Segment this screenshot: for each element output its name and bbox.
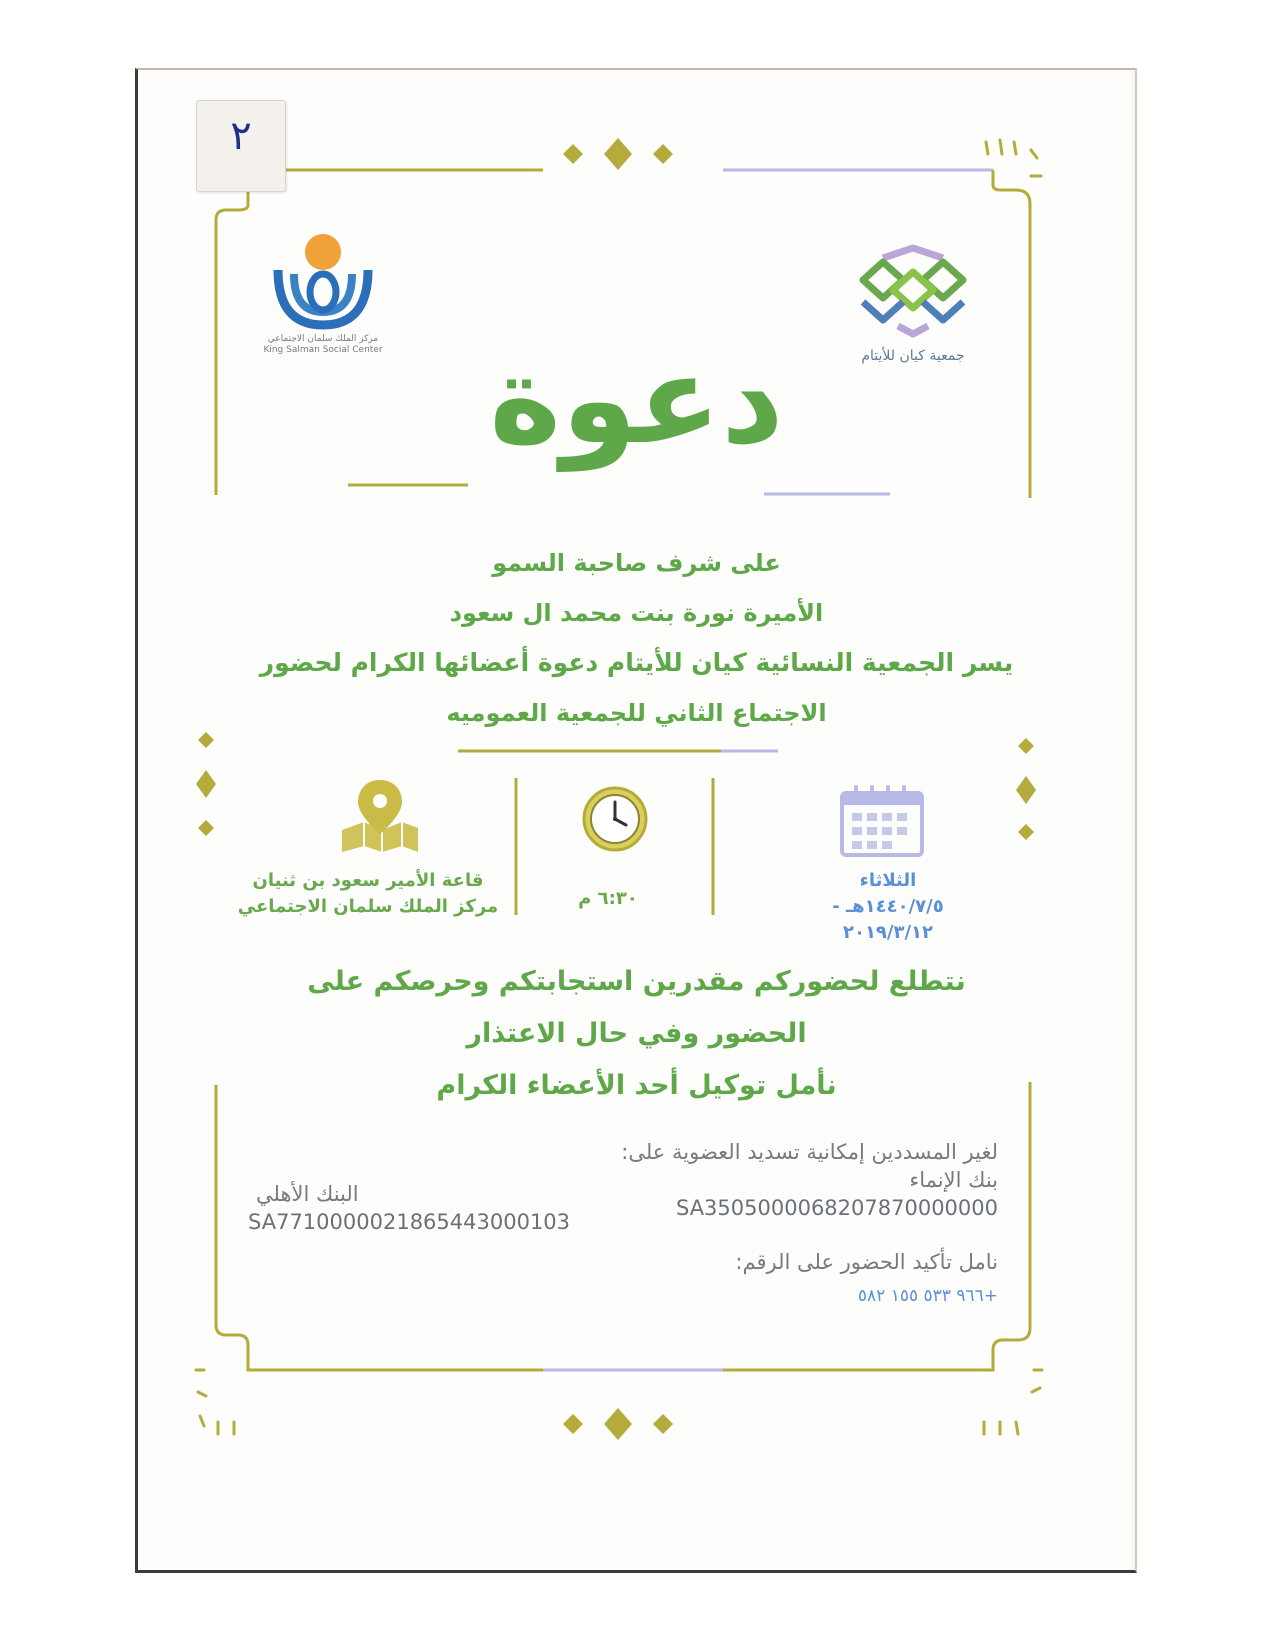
honor-line-2: الأميرة نورة بنت محمد ال سعود	[449, 599, 824, 627]
event-time: ٦:٣٠ م	[578, 888, 638, 909]
clock-icon	[580, 784, 650, 854]
bank2-name: البنك الأهلي	[256, 1182, 359, 1206]
event-day: الثلاثاء	[859, 870, 917, 891]
honor-line-4: الاجتماع الثاني للجمعية العموميه	[446, 699, 827, 727]
invitation-card	[135, 68, 1137, 1573]
bank2-account: SA7710000021865443000103	[248, 1210, 571, 1234]
date-info	[788, 868, 988, 946]
invitation-text	[198, 538, 1075, 738]
honor-line-3: يسر الجمعية النسائية كيان للأيتام دعوة أعضائها الكرام لحضور	[259, 648, 1014, 677]
event-center: مركز الملك سلمان الاجتماعي	[237, 896, 499, 917]
time-info	[528, 886, 688, 912]
invitation-title: دعوة	[489, 329, 784, 471]
membership-intro: لغير المسددين إمكانية تسديد العضوية على:	[621, 1140, 998, 1164]
closing-text	[198, 956, 1075, 1112]
kayan-caption: جمعية كيان للأيتام	[861, 348, 965, 364]
center-caption-ar: مركز الملك سلمان الاجتماعي	[267, 334, 379, 344]
center-emblem-icon	[268, 230, 378, 330]
membership-info	[608, 1138, 998, 1310]
page-number-sticker	[196, 100, 286, 192]
place-info	[218, 868, 518, 920]
sticker-number: ٢	[230, 113, 252, 159]
event-date: ١٤٤٠/٧/٥هـ - ٢٠١٩/٣/١٢	[832, 896, 944, 943]
bank2-info	[248, 1180, 571, 1236]
closing-line-3: نأمل توكيل أحد الأعضاء الكرام	[436, 1070, 837, 1101]
closing-line-1: نتطلع لحضوركم مقدرين استجابتكم وحرصكم على	[307, 966, 966, 997]
event-hall: قاعة الأمير سعود بن ثنيان	[252, 870, 484, 891]
bank1-account: SA3505000068207870000000	[675, 1196, 998, 1220]
honor-line-1: على شرف صاحبة السمو	[492, 549, 781, 577]
closing-line-2: الحضور وفي حال الاعتذار	[466, 1018, 807, 1049]
contact-phone: +٩٦٦ ٥٣٣ ١٥٥ ٥٨٢	[857, 1286, 998, 1306]
center-caption-en: King Salman Social Center	[263, 345, 383, 355]
calendar-icon	[838, 783, 928, 859]
bank1-name: بنك الإنماء	[909, 1168, 998, 1192]
map-location-icon	[338, 778, 422, 854]
confirm-text: نامل تأكيد الحضور على الرقم:	[735, 1250, 998, 1274]
